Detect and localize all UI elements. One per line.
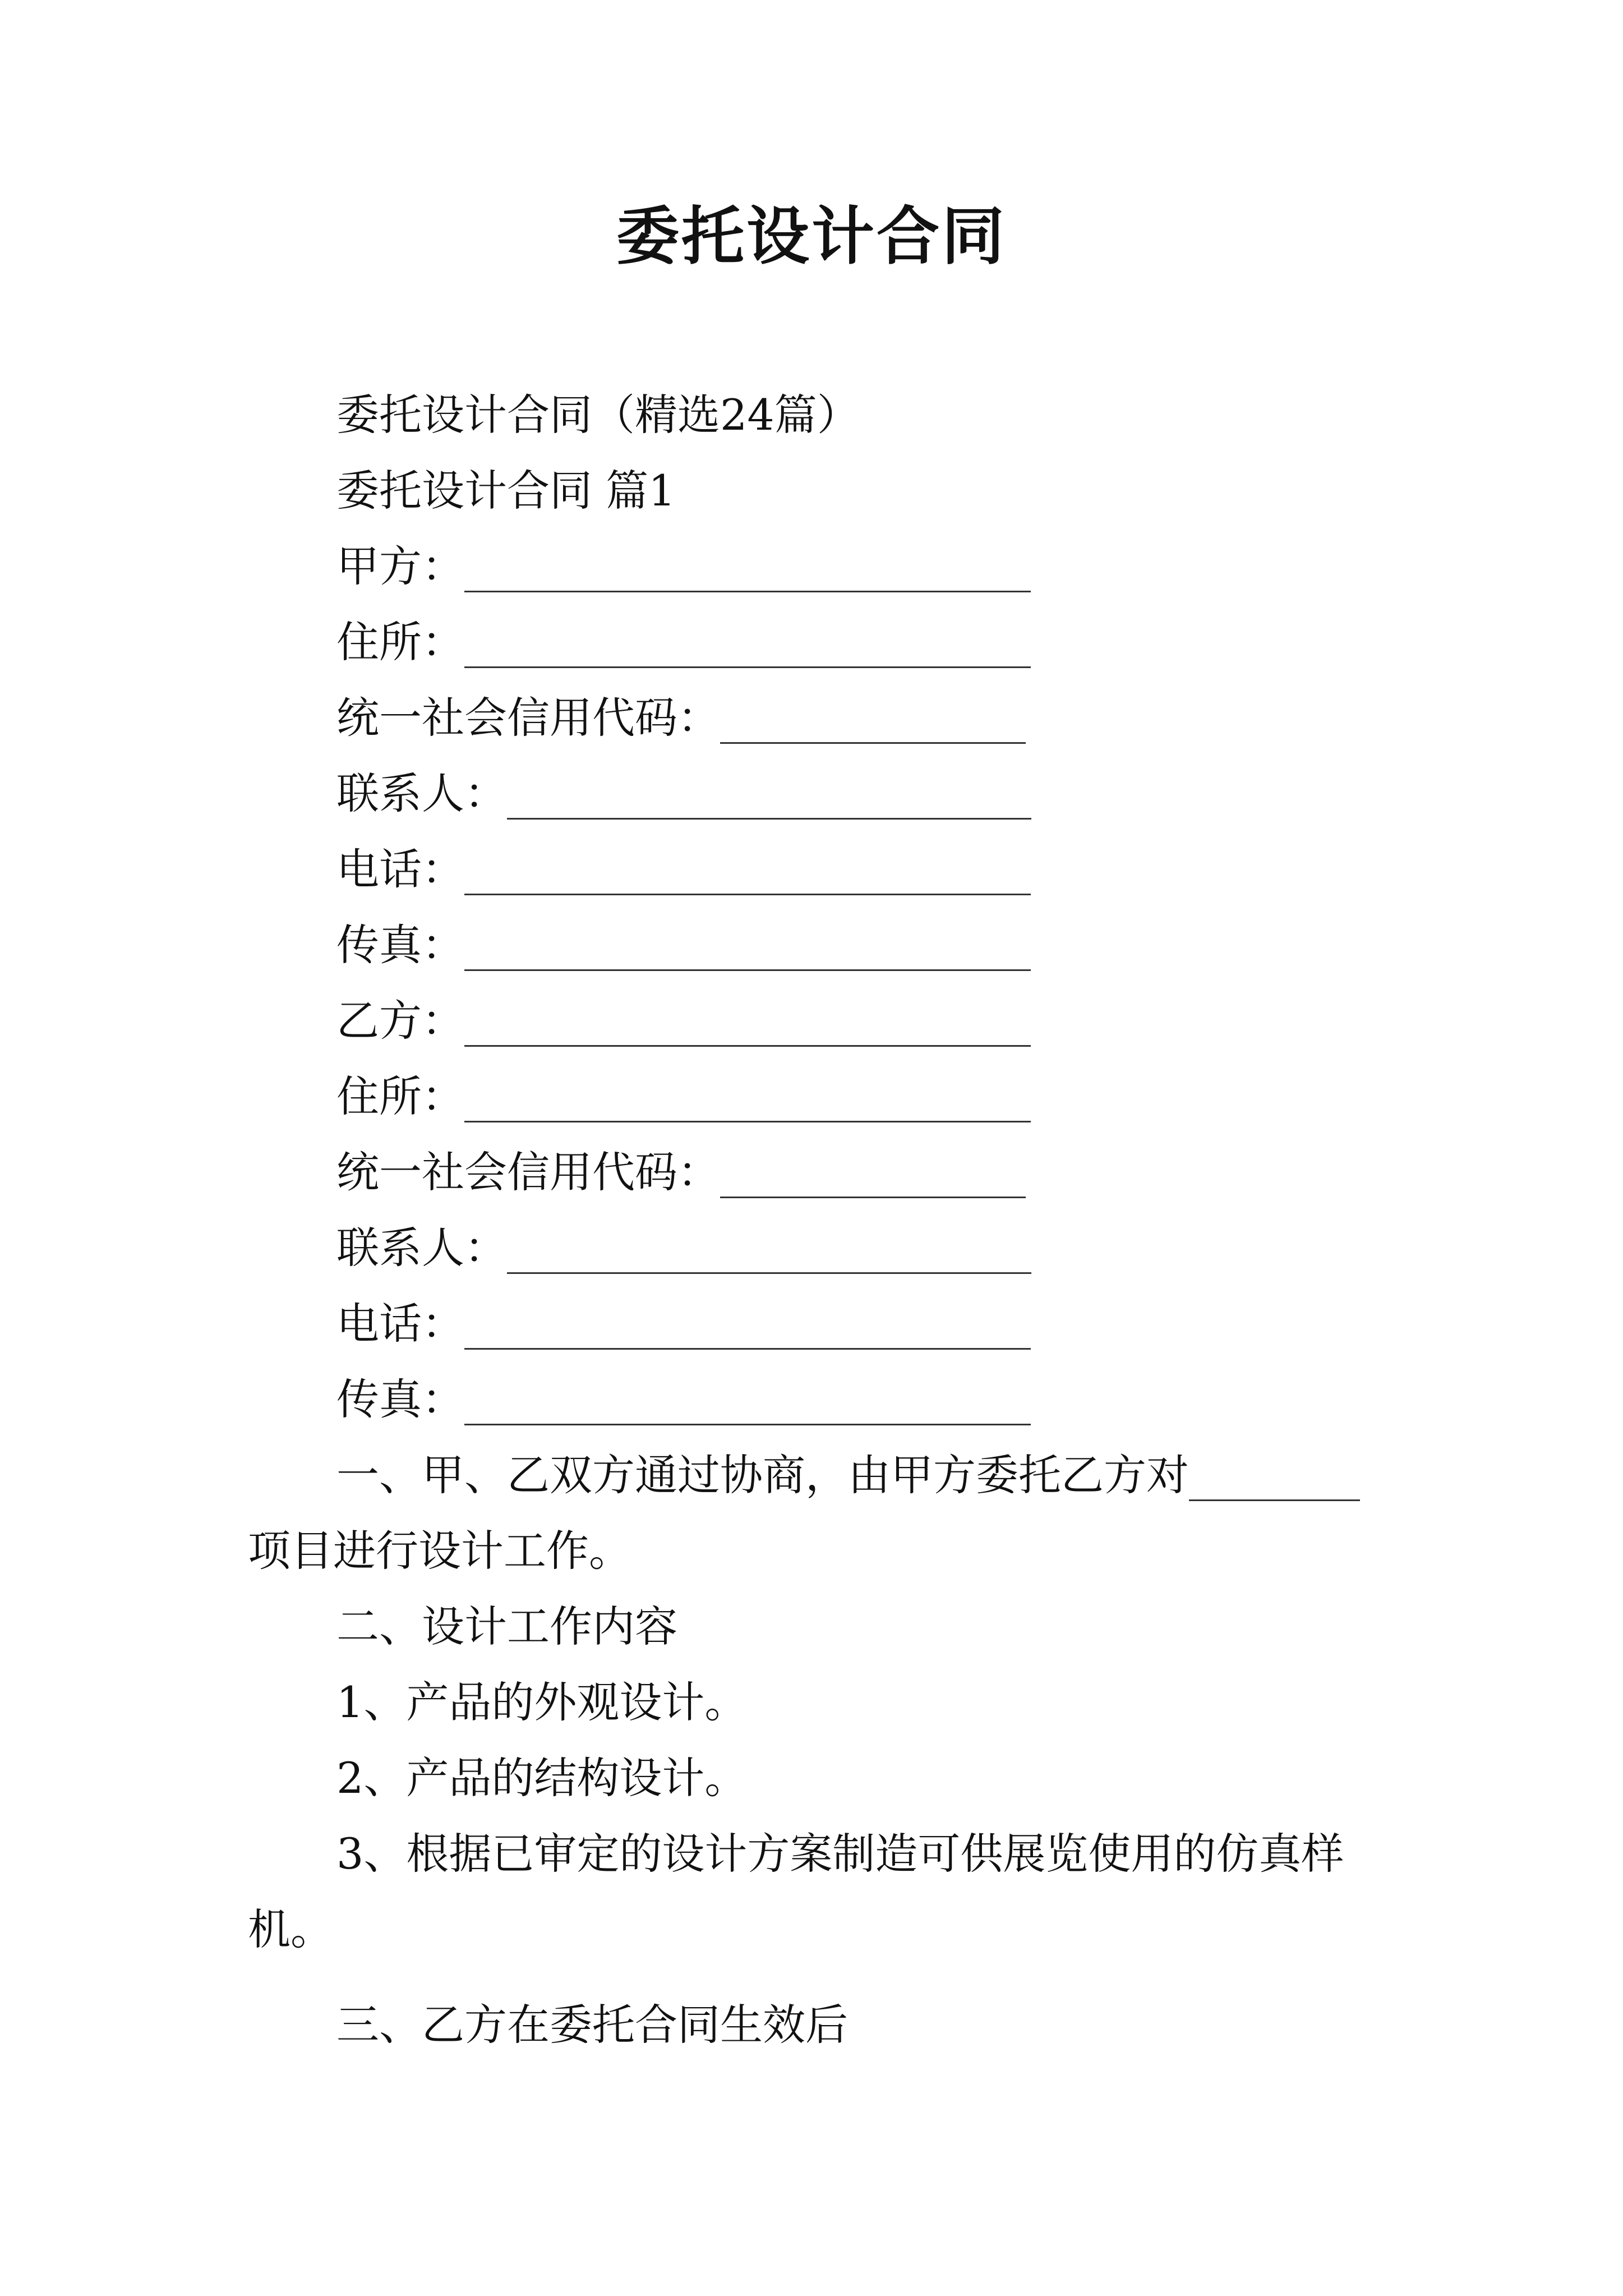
party-b-contact-row xyxy=(336,1220,1031,1276)
party-a-contact-blank xyxy=(507,773,1031,820)
party-b-credit-code-row xyxy=(336,1144,1026,1200)
party-b-credit-code-blank xyxy=(720,1152,1026,1198)
party-b-contact-blank xyxy=(507,1227,1031,1274)
clause-2-item-3-line-2: 机。 xyxy=(248,1904,333,1954)
clause-2-item-3-line-1: 3、根据已审定的设计方案制造可供展览使用的仿真样 xyxy=(336,1829,1344,1879)
party-b-name-blank xyxy=(464,1000,1031,1047)
party-a-address-blank xyxy=(464,622,1031,668)
clause-2-item-2: 2、产品的结构设计。 xyxy=(336,1753,748,1803)
party-b-name-label: 乙方： xyxy=(336,996,464,1046)
party-b-address-label: 住所： xyxy=(336,1071,464,1121)
party-a-contact-label: 联系人： xyxy=(336,769,507,818)
party-b-address-blank xyxy=(464,1076,1031,1122)
party-b-credit-code-label: 统一社会信用代码： xyxy=(336,1147,720,1197)
party-a-contact-row xyxy=(336,766,1031,822)
party-a-phone-row xyxy=(336,841,1031,898)
party-b-fax-row xyxy=(336,1372,1031,1428)
clause-3-heading: 三、乙方在委托合同生效后 xyxy=(336,2000,848,2050)
clause-2-item-1: 1、产品的外观设计。 xyxy=(336,1677,748,1727)
party-b-phone-label: 电话： xyxy=(336,1299,464,1349)
party-b-name-row xyxy=(336,993,1031,1049)
party-a-fax-label: 传真： xyxy=(336,920,464,970)
party-a-name-blank xyxy=(464,546,1031,592)
clause-1-project-blank xyxy=(1189,1455,1360,1501)
party-a-credit-code-blank xyxy=(720,697,1026,744)
party-b-fax-blank xyxy=(464,1379,1031,1425)
clause-1-line-1 xyxy=(336,1447,1360,1503)
party-a-address-label: 住所： xyxy=(336,617,464,667)
party-b-phone-blank xyxy=(464,1303,1031,1350)
party-b-address-row xyxy=(336,1069,1031,1125)
party-a-address-row xyxy=(336,614,1031,670)
party-a-fax-row xyxy=(336,917,1031,973)
section-heading: 委托设计合同 篇1 xyxy=(336,466,676,516)
party-a-fax-blank xyxy=(464,924,1031,971)
clause-2-heading: 二、设计工作内容 xyxy=(336,1602,677,1651)
clause-1-text: 一、甲、乙双方通过协商，由甲方委托乙方对 xyxy=(336,1450,1189,1500)
document-subtitle: 委托设计合同（精选24篇） xyxy=(336,390,860,440)
party-a-phone-label: 电话： xyxy=(336,844,464,894)
party-a-name-row xyxy=(336,539,1031,595)
party-a-credit-code-label: 统一社会信用代码： xyxy=(336,693,720,743)
party-a-credit-code-row xyxy=(336,690,1026,746)
party-b-fax-label: 传真： xyxy=(336,1374,464,1424)
party-a-name-label: 甲方： xyxy=(336,541,464,591)
party-b-contact-label: 联系人： xyxy=(336,1223,507,1273)
party-a-phone-blank xyxy=(464,849,1031,895)
clause-1-line-2: 项目进行设计工作。 xyxy=(248,1526,631,1576)
document-title: 委托设计合同 xyxy=(616,200,1007,273)
party-b-phone-row xyxy=(336,1296,1031,1352)
